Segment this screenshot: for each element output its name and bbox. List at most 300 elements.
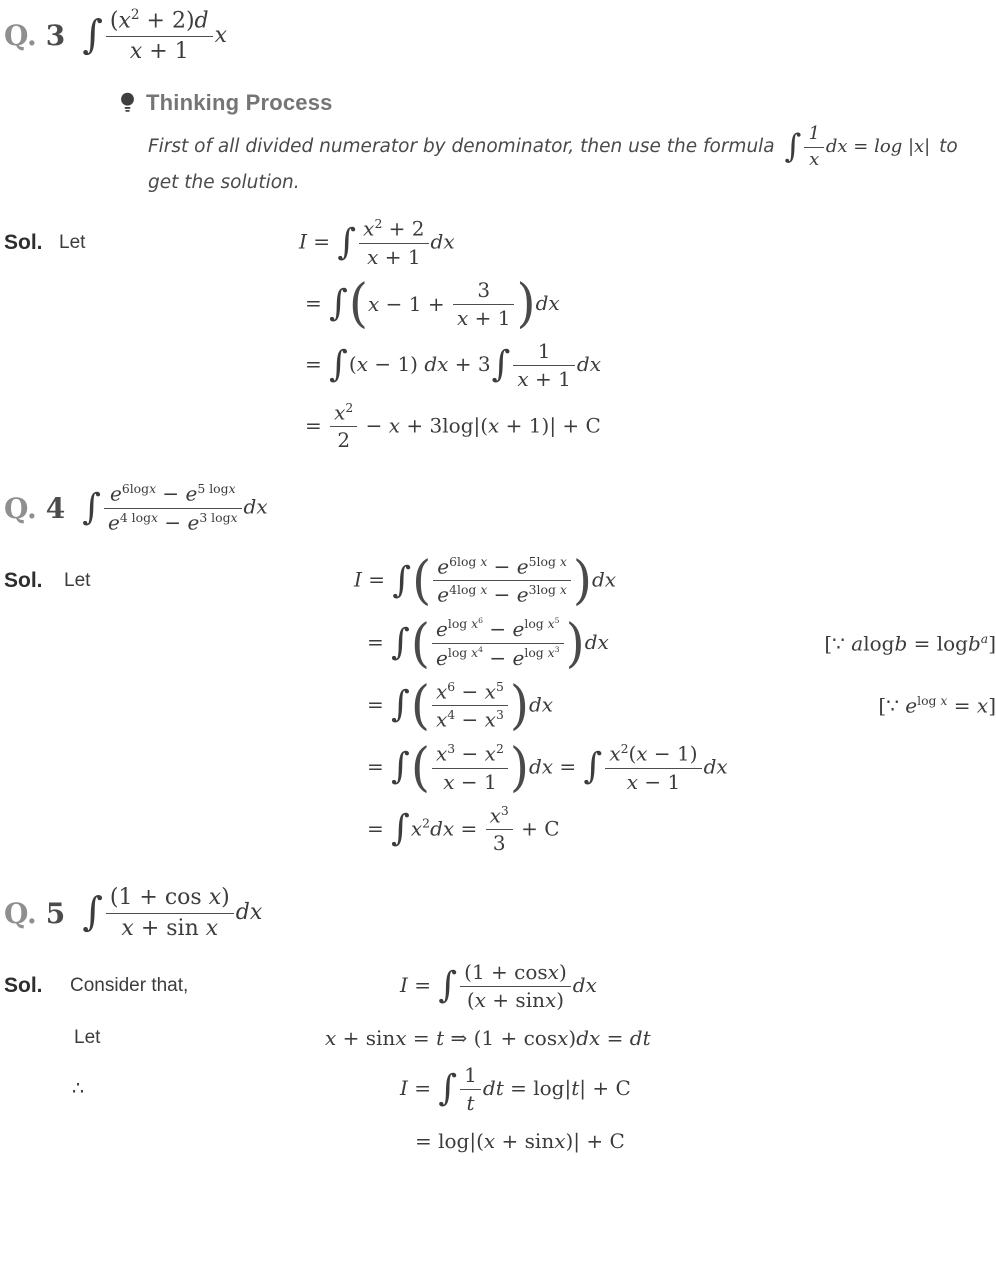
- math-denominator: [460, 986, 571, 1012]
- question-prefix: Q.: [4, 896, 37, 930]
- math-text: 1: [464, 1062, 477, 1087]
- math-fraction: [460, 961, 571, 1012]
- therefore-symbol: ∴: [72, 1078, 85, 1100]
- integral-icon: ∫: [391, 746, 410, 788]
- math-text: + sin: [336, 1025, 396, 1050]
- math-text: | + C: [579, 1075, 631, 1100]
- integral-icon: ∫: [391, 808, 410, 850]
- math-text: − 1 +: [379, 292, 451, 317]
- question-num: 3: [45, 19, 66, 53]
- solution-3-line-2: [2, 273, 996, 335]
- question-3-header: [4, 8, 996, 64]
- math-text: 2: [620, 740, 629, 756]
- math-variable: x: [480, 582, 488, 598]
- math-variable: dx: [430, 815, 455, 840]
- math-superscript: [197, 481, 235, 496]
- math-fraction: [605, 742, 701, 794]
- integral-icon: ∫: [82, 889, 103, 936]
- integral-icon: ∫: [784, 127, 802, 166]
- math-text: − 1: [454, 769, 497, 794]
- math-variable: dx: [235, 900, 263, 926]
- math-text: log: [863, 631, 895, 656]
- math-variable: a: [980, 631, 989, 646]
- math-text: + 1: [378, 244, 421, 269]
- math-numerator: [433, 555, 571, 581]
- equation: [367, 675, 554, 736]
- math-text: 3: [554, 644, 560, 654]
- math-variable: x: [636, 741, 648, 766]
- math-variable: dt: [629, 1025, 651, 1050]
- math-variable: e: [109, 482, 122, 507]
- math-variable: x: [367, 244, 379, 269]
- math-text: 1: [808, 122, 820, 144]
- math-numerator: [432, 680, 508, 706]
- math-superscript: [501, 803, 509, 818]
- math-denominator: [104, 508, 242, 535]
- math-variable: e: [187, 510, 200, 535]
- math-variable: x: [410, 815, 423, 840]
- math-variable: x: [484, 679, 496, 704]
- math-superscript: [496, 707, 504, 722]
- question-3-number: [4, 19, 65, 52]
- math-numerator: [359, 217, 428, 243]
- math-variable: dx: [591, 567, 617, 592]
- integral-icon: ∫: [438, 965, 458, 1007]
- math-numerator: [453, 279, 514, 304]
- open-paren-icon: (: [348, 273, 369, 335]
- math-variable: x: [456, 305, 469, 330]
- math-variable: x: [547, 644, 555, 660]
- math-variable: dx: [535, 290, 560, 315]
- math-variable: dx: [424, 351, 449, 376]
- question-num: 4: [45, 492, 66, 526]
- math-fraction: [460, 1064, 481, 1115]
- sol-label: Sol.: [4, 568, 43, 592]
- math-text: log: [524, 616, 548, 632]
- equation: [367, 737, 728, 798]
- math-text: 3: [495, 707, 504, 723]
- math-text: 1: [537, 338, 551, 363]
- math-denominator: [433, 580, 571, 607]
- math-variable: x: [436, 741, 448, 766]
- question-4-expression: [81, 482, 267, 534]
- math-superscript: [449, 582, 487, 597]
- math-text: + 3log|(: [400, 413, 489, 438]
- open-paren-icon: (: [410, 612, 431, 674]
- math-text: − 1): [367, 351, 425, 376]
- math-text: + C: [514, 815, 560, 840]
- solution-5-line-1: [2, 961, 996, 1012]
- math-text: 2: [337, 428, 351, 453]
- math-text: 6log: [121, 481, 150, 497]
- math-text: 2: [130, 7, 140, 23]
- math-paren-group: [410, 737, 529, 798]
- math-text: log: [917, 693, 941, 709]
- math-text: ]: [988, 631, 996, 656]
- math-text: 4 log: [119, 510, 152, 526]
- note-log-power-rule: [824, 631, 996, 656]
- let-label: Let: [64, 569, 91, 591]
- math-variable: x: [484, 741, 496, 766]
- math-superscript: [448, 616, 483, 631]
- math-variable: x: [554, 1128, 566, 1153]
- math-text: 5: [554, 616, 560, 626]
- open-paren-icon: (: [412, 550, 432, 611]
- math-text: =: [367, 754, 391, 779]
- math-text: =: [407, 972, 438, 997]
- math-variable: x: [436, 679, 448, 704]
- math-text: + 1)| + C: [499, 413, 601, 438]
- math-variable: x: [228, 481, 236, 497]
- math-variable: dx: [243, 495, 268, 520]
- math-variable: dt: [482, 1075, 504, 1100]
- math-text: 3: [447, 740, 456, 756]
- math-variable: x: [557, 1025, 569, 1050]
- math-text: 6: [478, 616, 484, 626]
- math-text: 3: [492, 831, 506, 856]
- thinking-text-pre: First of all divided numerator by denominator, then use the formula: [148, 136, 775, 158]
- math-denominator: [432, 768, 508, 794]
- math-text: −: [455, 707, 485, 732]
- math-superscript: [555, 645, 560, 654]
- math-variable: x: [151, 510, 159, 526]
- math-variable: x: [205, 915, 219, 941]
- math-superscript: [529, 582, 567, 597]
- math-superscript: [422, 815, 430, 830]
- math-text: ): [568, 1025, 577, 1050]
- consider-label: Consider that,: [70, 975, 189, 997]
- math-fraction: [106, 8, 213, 64]
- math-numerator: [432, 617, 564, 643]
- math-text: 5 log: [197, 481, 229, 497]
- math-text: 3 log: [199, 510, 231, 526]
- math-paren-group: [410, 675, 529, 736]
- equation: [305, 401, 601, 453]
- math-variable: x: [149, 481, 157, 497]
- math-text: log: [447, 616, 472, 632]
- thinking-inline-formula: [784, 124, 931, 170]
- math-variable: b: [894, 631, 908, 656]
- equation: [367, 804, 560, 856]
- math-variable: x: [388, 413, 401, 438]
- math-text: 5: [495, 678, 504, 694]
- math-superscript: [449, 554, 487, 569]
- math-variable: x: [471, 644, 479, 660]
- math-variable: x: [626, 769, 638, 794]
- math-variable: e: [437, 554, 450, 579]
- thinking-text-line2: get the solution.: [148, 172, 300, 194]
- question-prefix: Q.: [4, 492, 37, 526]
- math-text: [∵: [824, 631, 852, 656]
- math-fraction: [433, 555, 571, 607]
- math-paren-group: [412, 550, 592, 611]
- math-variable: x: [443, 769, 455, 794]
- math-superscript: [496, 741, 504, 756]
- math-superscript: [555, 616, 560, 625]
- math-denominator: [432, 705, 508, 732]
- math-fraction: [104, 482, 242, 534]
- math-variable: dx: [576, 351, 601, 376]
- math-text: =: [407, 1075, 438, 1100]
- math-variable: e: [437, 583, 450, 608]
- solution-4: [2, 550, 996, 856]
- solution-4-line-4: [2, 737, 996, 798]
- integral-icon: ∫: [391, 622, 410, 664]
- math-text: − 1: [637, 769, 681, 794]
- math-variable: e: [905, 694, 918, 719]
- math-variable: e: [108, 510, 120, 535]
- math-numerator: [432, 742, 508, 768]
- question-num: 5: [45, 896, 66, 930]
- math-superscript: [345, 400, 353, 415]
- math-variable: x: [544, 987, 557, 1012]
- math-variable: dx: [825, 136, 848, 158]
- math-text: (1 + cos: [109, 885, 209, 911]
- math-fraction: [453, 279, 514, 330]
- math-variable: x: [334, 400, 346, 425]
- thinking-process-heading: [120, 90, 996, 116]
- question-5-expression: [81, 885, 262, 941]
- question-3-expression: [81, 8, 227, 64]
- math-text: =: [367, 629, 391, 654]
- close-paren-icon: ): [565, 612, 585, 674]
- math-text: =: [305, 290, 329, 315]
- math-text: + 2: [382, 216, 425, 241]
- thinking-process-block: [120, 90, 996, 197]
- math-variable: x: [395, 1025, 407, 1050]
- math-text: ): [556, 987, 565, 1012]
- math-text: −: [487, 554, 517, 579]
- note-e-log-identity: [878, 693, 996, 718]
- integral-icon: ∫: [392, 559, 412, 601]
- close-paren-icon: ): [572, 550, 592, 611]
- math-variable: dx: [703, 754, 728, 779]
- math-numerator: [106, 885, 234, 912]
- math-text: 3log: [528, 582, 560, 598]
- math-superscript: [496, 679, 504, 694]
- sol-label: Sol.: [4, 230, 43, 254]
- math-variable: dx: [576, 1025, 601, 1050]
- integral-icon: ∫: [329, 282, 348, 324]
- math-variable: x: [940, 693, 948, 709]
- math-text: 3: [500, 802, 509, 818]
- math-superscript: [917, 693, 947, 708]
- math-denominator: [486, 829, 513, 855]
- math-text: 6log: [449, 553, 481, 569]
- math-variable: b: [967, 631, 981, 656]
- math-text: −: [455, 679, 485, 704]
- math-variable: I: [354, 567, 362, 592]
- math-paren-group: [410, 612, 585, 674]
- math-text: + 3: [448, 351, 491, 376]
- math-text: + 1: [528, 366, 571, 391]
- solution-3-line-1: [2, 217, 996, 269]
- math-text: ]: [988, 694, 996, 719]
- solution-4-line-3: [2, 675, 996, 736]
- math-numerator: [605, 742, 701, 768]
- math-text: =: [947, 694, 977, 719]
- math-text: =: [406, 1025, 437, 1050]
- question-4-number: [4, 492, 65, 525]
- equation: [367, 612, 609, 674]
- math-variable: e: [516, 583, 529, 608]
- math-text: (: [628, 741, 637, 766]
- math-denominator: [359, 243, 428, 269]
- math-variable: x: [489, 803, 501, 828]
- math-denominator: [513, 365, 574, 391]
- integral-icon: ∫: [329, 343, 348, 385]
- integral-icon: ∫: [438, 1068, 458, 1110]
- integral-icon: ∫: [82, 12, 103, 59]
- math-text: =: [305, 413, 329, 438]
- thinking-process-title: Thinking Process: [146, 89, 333, 115]
- equation: [299, 217, 455, 269]
- math-variable: I: [400, 1075, 408, 1100]
- math-text: ): [221, 885, 230, 911]
- math-variable: I: [299, 229, 307, 254]
- math-variable: t: [436, 1025, 445, 1050]
- integral-icon: ∫: [583, 746, 603, 788]
- math-variable: x: [356, 351, 368, 376]
- math-paren-group: [348, 273, 536, 335]
- math-fraction: [432, 617, 564, 670]
- math-text: (: [109, 8, 119, 34]
- math-variable: dx: [430, 229, 455, 254]
- math-text: 4log: [449, 582, 481, 598]
- math-variable: dx: [572, 972, 597, 997]
- math-variable: x: [436, 707, 448, 732]
- math-variable: x: [559, 553, 567, 569]
- math-variable: e: [436, 645, 448, 670]
- question-5-number: [4, 897, 65, 930]
- solution-3-line-3: [2, 340, 996, 391]
- math-variable: x: [517, 366, 529, 391]
- math-variable: dx: [528, 754, 554, 779]
- math-variable: x: [325, 1025, 337, 1050]
- math-text: + sin: [133, 915, 206, 941]
- math-variable: x: [471, 616, 479, 632]
- math-text: 2: [422, 815, 431, 831]
- equation: [305, 273, 560, 335]
- sol-label: Sol.: [4, 974, 43, 998]
- close-paren-icon: ): [509, 675, 529, 736]
- math-denominator: [453, 304, 514, 330]
- close-paren-icon: ): [516, 273, 536, 335]
- math-variable: e: [436, 616, 448, 641]
- math-text: (: [348, 351, 357, 376]
- math-text: −: [158, 510, 188, 535]
- math-fraction: [432, 680, 508, 732]
- math-numerator: [330, 401, 357, 427]
- math-variable: d: [194, 8, 209, 34]
- math-variable: dx: [584, 629, 609, 654]
- solution-5-line-4: [2, 1125, 996, 1157]
- solution-3: [2, 217, 996, 452]
- math-numerator: [104, 482, 242, 508]
- math-denominator: [106, 913, 234, 941]
- math-text: −: [359, 413, 389, 438]
- math-text: 2: [374, 216, 383, 232]
- math-variable: x: [609, 741, 621, 766]
- math-variable: x: [118, 8, 131, 34]
- integral-icon: ∫: [82, 487, 101, 529]
- math-variable: e: [512, 645, 525, 670]
- math-denominator: [330, 426, 357, 452]
- math-text: )| + C: [565, 1128, 625, 1153]
- math-text: =: [367, 815, 391, 840]
- solution-5: [2, 961, 996, 1157]
- math-variable: x: [547, 959, 559, 984]
- solution-4-line-2: [2, 612, 996, 674]
- math-variable: x: [559, 582, 567, 598]
- math-variable: x: [488, 413, 500, 438]
- math-variable: x: [480, 553, 488, 569]
- math-fraction: [804, 124, 823, 170]
- math-text: −: [156, 482, 186, 507]
- math-fraction: [432, 742, 508, 794]
- math-text: =: [305, 351, 329, 376]
- math-text: −: [455, 741, 485, 766]
- math-text: + 2): [139, 8, 195, 34]
- equation: [354, 550, 617, 611]
- math-text: log: [447, 644, 472, 660]
- math-fraction: [486, 804, 513, 856]
- equation: [305, 340, 601, 391]
- math-text: = log|: [503, 1075, 572, 1100]
- math-variable: x: [121, 915, 134, 941]
- math-denominator: [605, 768, 701, 794]
- equation: [400, 961, 597, 1012]
- math-superscript: [524, 645, 559, 660]
- math-text: (: [466, 987, 475, 1012]
- solution-3-line-4: [2, 401, 996, 453]
- lightbulb-icon: [120, 91, 135, 115]
- integral-icon: ∫: [391, 684, 410, 726]
- equation: [415, 1129, 625, 1153]
- math-denominator: [804, 147, 823, 171]
- math-text: −: [483, 616, 513, 641]
- math-text: |: [924, 136, 931, 158]
- math-text: =: [553, 754, 583, 779]
- math-numerator: [486, 804, 513, 830]
- math-text: ): [558, 959, 567, 984]
- let-label: Let: [74, 1026, 101, 1048]
- math-variable: x: [230, 510, 238, 526]
- let-label: Let: [59, 231, 86, 253]
- math-superscript: [447, 707, 455, 722]
- math-variable: x: [208, 885, 222, 911]
- question-4-header: [4, 482, 996, 534]
- math-text: [∵: [878, 694, 906, 719]
- math-superscript: [120, 510, 158, 525]
- math-variable: x: [129, 38, 143, 64]
- math-fraction: [359, 217, 428, 269]
- question-prefix: Q.: [4, 19, 37, 53]
- math-text: − 1): [647, 741, 698, 766]
- integral-icon: ∫: [491, 343, 511, 385]
- equation: [325, 1026, 651, 1050]
- math-superscript: [529, 554, 567, 569]
- math-numerator: [106, 8, 213, 36]
- solution-4-line-1: [2, 550, 996, 611]
- math-superscript: [131, 7, 140, 23]
- math-text: =: [454, 815, 484, 840]
- math-text: −: [487, 583, 517, 608]
- math-text: 5log: [528, 553, 560, 569]
- math-text: = log|(: [415, 1128, 484, 1153]
- integral-icon: ∫: [337, 221, 357, 263]
- math-variable: e: [516, 554, 529, 579]
